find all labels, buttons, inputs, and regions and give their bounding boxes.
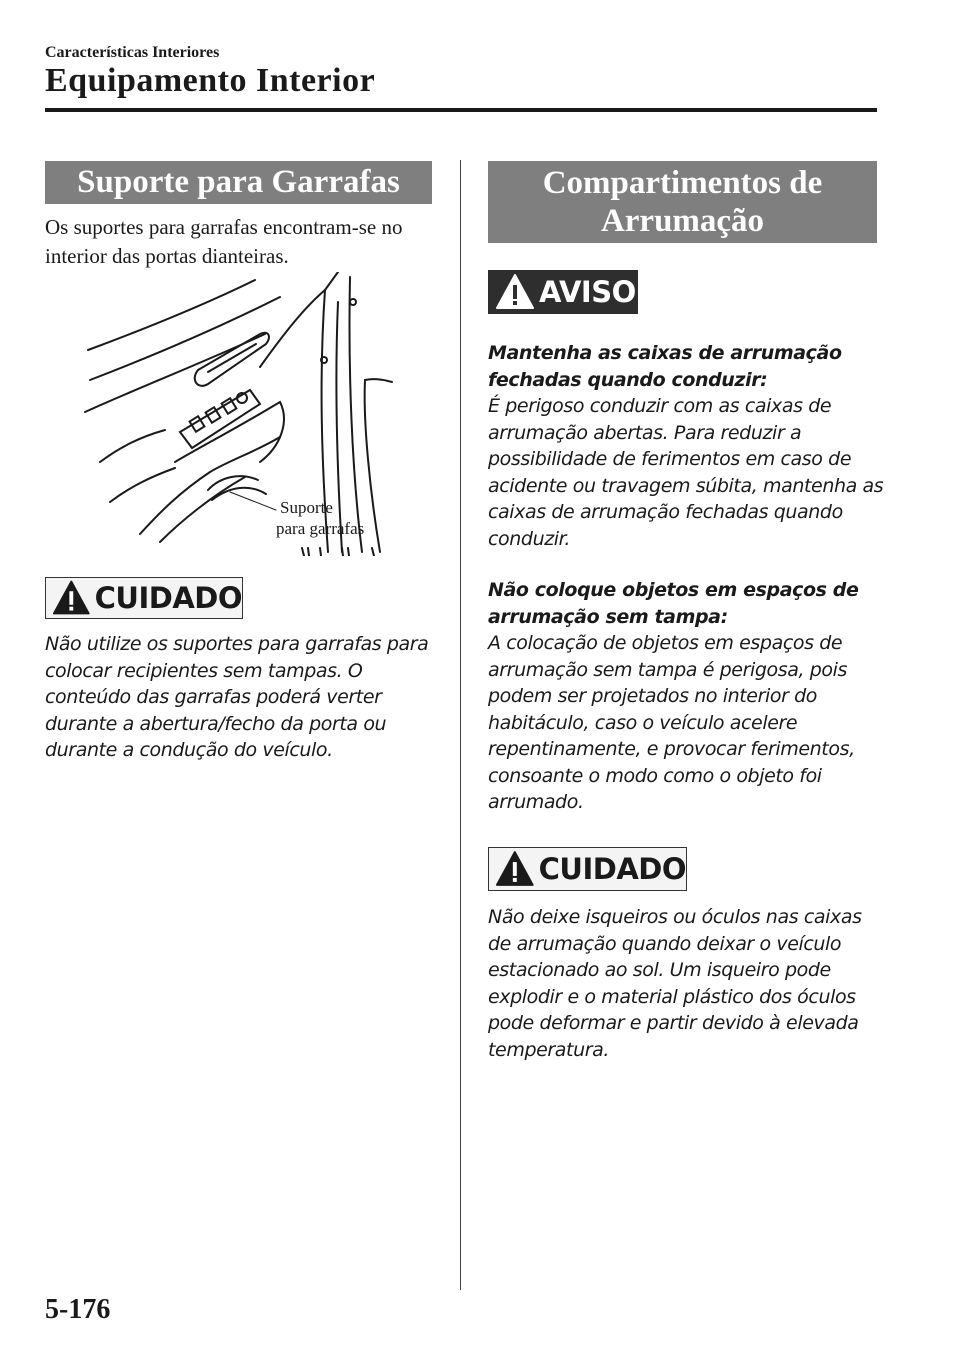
page-number: 5-176 (45, 1294, 111, 1325)
callout-label-line1: Suporte (280, 498, 333, 517)
warning-label: AVISO (539, 275, 636, 309)
caution-label: CUIDADO (94, 581, 242, 615)
column-divider (460, 160, 461, 1290)
warning-item1-title: Mantenha as caixas de arrumação fechadas quando conduzir: (488, 342, 842, 391)
storage-caution-text: Não deixe isqueiros ou óculos nas caixas de arrumação quando deixar o veículo estacionado ao sol. Um isqueiro pode explodir e o material plástico dos óculos pode deformar e partir devido à elevada temperatura. (488, 906, 862, 1061)
bottle-holder-heading: Suporte para Garrafas (45, 161, 432, 204)
warning-item1-text: É perigoso conduzir com as caixas de arrumação abertas. Para reduzir a possibilidade de ferimentos em caso de acidente ou travagem súbita, mantenha as caixas de arrumação fechadas quando conduzir. (488, 395, 884, 550)
door-panel-drawing (80, 272, 400, 556)
warning-box (488, 270, 638, 314)
storage-heading-line1: Compartimentos de (542, 165, 823, 201)
header-divider (45, 108, 877, 112)
warning-triangle-icon (495, 272, 535, 312)
warning-triangle-icon (52, 578, 91, 618)
warning-item-open-spaces (488, 577, 888, 816)
caution-label-right: CUIDADO (538, 852, 686, 886)
storage-heading-line2: Arrumação (600, 203, 765, 239)
door-panel-illustration (80, 272, 400, 556)
section-label: Características Interiores (45, 44, 220, 61)
caution-box (45, 577, 243, 619)
warning-item-closed-boxes (488, 340, 888, 552)
bottle-holder-caution-text: Não utilize os suportes para garrafas para colocar recipientes sem tampas. O conteúdo das garrafas poderá verter durante a abertura/fecho da porta ou durante a condução do veículo. (45, 633, 429, 761)
page-title: Equipamento Interior (45, 62, 376, 99)
bottle-holder-intro: Os suportes para garrafas encontram-se no interior das portas dianteiras. (45, 215, 403, 268)
warning-item2-text: A colocação de objetos em espaços de arrumação sem tampa é perigosa, pois podem ser projetados no interior do habitáculo, caso o veículo acelere repentinamente, e provocar ferimentos, consoante o modo como o objeto foi arrumado. (488, 632, 855, 813)
caution-box-right (488, 847, 687, 891)
callout-label-line2: para garrafas (276, 519, 365, 538)
storage-compartments-heading (488, 161, 877, 243)
warning-item2-title: Não coloque objetos em espaços de arrumação sem tampa: (488, 579, 859, 628)
warning-triangle-icon (495, 849, 535, 889)
